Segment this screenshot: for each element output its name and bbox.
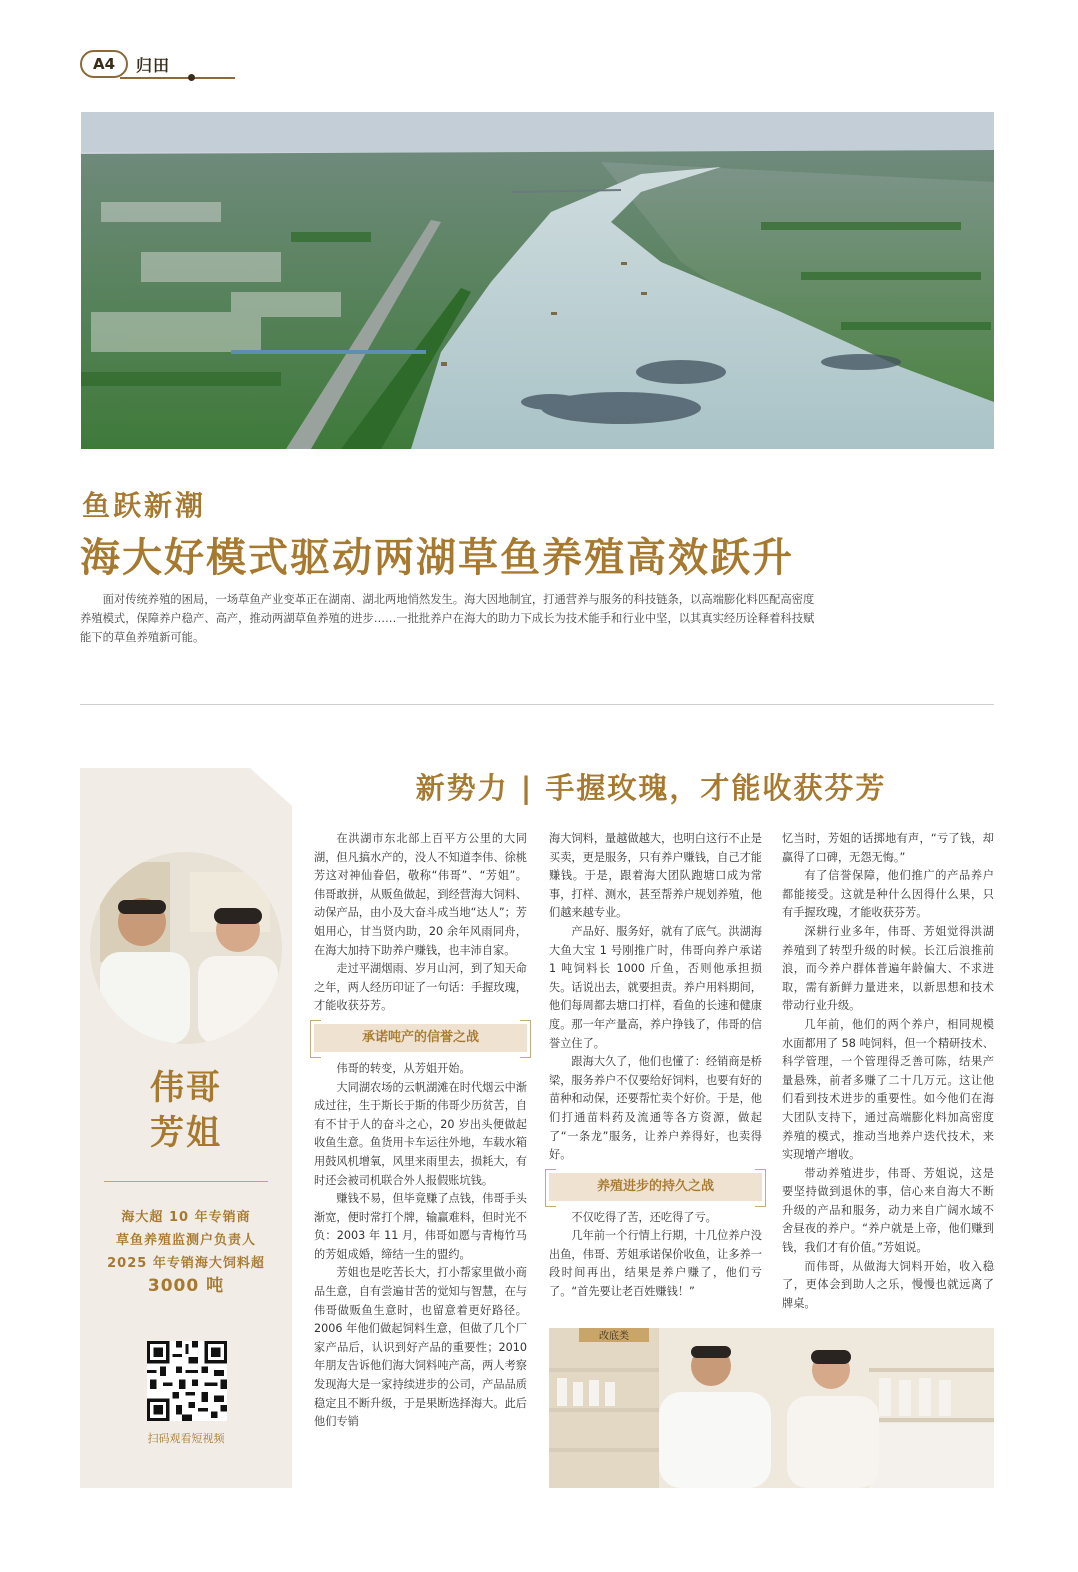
article-paragraph: 有了信誉保障，他们推广的产品养户都能接受。这就是种什么因得什么果，只有手握玫瑰，才能收获芬芳。 xyxy=(782,869,994,920)
section-divider xyxy=(80,704,994,705)
article-paragraph: 在洪湖市东北部上百平方公里的大同湖，但凡搞水产的，没人不知道李伟、徐桃芳这对神仙眷侣，敬称“伟哥”、“芳姐”。伟哥敢拼，从贩鱼做起，到经营海大饲料、动保产品，由小及大奋斗成当地“达人”；芳姐用心，甘当贤内助，20 余年风雨同舟，在海大加持下助养户赚钱，也丰沛自家。 xyxy=(314,832,527,957)
qr-code-icon xyxy=(147,1341,227,1421)
subheading-1: 承诺吨产的信誉之战 xyxy=(314,1024,527,1052)
article-paragraph: 不仅吃得了苦，还吃得了亏。 xyxy=(571,1210,717,1224)
qr-caption: 扫码观看短视频 xyxy=(147,1432,225,1445)
credential-line: 草鱼养殖监测户负责人 xyxy=(115,1233,256,1248)
article-paragraph: 深耕行业多年，伟哥、芳姐觉得洪湖养殖到了转型升级的时候。长江后浪推前浪，而今养户群体普遍年龄偏大、不求进取，需有新鲜力量进来，以新思想和技术带动行业升级。 xyxy=(782,924,994,1013)
article-paragraph: 带动养殖进步，伟哥、芳姐说，这是要坚持做到退休的事，信心来自海大不断升级的产品和服务，动力来自广阔水域不舍昼夜的养户。“养户就是上帝，他们赚到钱，我们才有价值。”芳姐说。 xyxy=(782,1166,994,1255)
profile-credentials xyxy=(80,1206,292,1298)
portrait-photo xyxy=(90,852,282,1044)
article-paragraph: 伟哥的转变，从芳姐开始。 xyxy=(336,1061,471,1075)
sidebar-rule xyxy=(104,1181,268,1182)
article-paragraph: 赚钱不易，但毕竟赚了点钱，伟哥手头渐宽，便时常打个牌，输赢难料，但时光不负：2003 年 11 月，伟哥如愿与青梅竹马的芳姐成婚，缔结一生的盟约。 xyxy=(314,1192,527,1261)
couple-shop-illustration xyxy=(549,1328,994,1488)
page-header xyxy=(80,48,240,82)
couple-shop-photo xyxy=(549,1328,994,1488)
header-dot xyxy=(188,74,195,81)
kicker: 鱼跃新潮 xyxy=(82,489,207,522)
shop-sign-text: 改底类 xyxy=(599,1331,629,1342)
article-paragraph: 几年前一个行情上行期，十几位养户没出鱼，伟哥、芳姐承诺保价收鱼，让多养一段时间再出，结果是养户赚了，他们亏了。“首先要让老百姓赚钱！” xyxy=(549,1229,762,1299)
lede-paragraph: 面对传统养殖的困局，一场草鱼产业变革正在湖南、湖北两地悄然发生。海大因地制宜，打通营养与服务的科技链条，以高端膨化料匹配高密度养殖模式，保障养户稳产、高产，推动两湖草鱼养殖的进步……一批批养户在海大的助力下成长为技术能手和行业中坚，以其真实经历诠释着科技赋能下的草鱼养殖新可能。 xyxy=(80,593,815,644)
portrait-illustration xyxy=(90,852,282,1044)
profile-name-2: 芳姐 xyxy=(150,1113,222,1153)
profile-name-1: 伟哥 xyxy=(150,1068,222,1108)
article-paragraph: 跟海大久了，他们也懂了：经销商是桥梁，服务养户不仅要给好饲料，也要有好的苗种和动保，还要帮忙卖个好价。于是，他们打通苗料药及流通等各方资源，做起了“一条龙”服务，让养户养得好，也卖得好。 xyxy=(549,1055,762,1162)
article-paragraph: 而伟哥，从做海大饲料开始，收入稳了，更体会到助人之乐，慢慢也就远离了牌桌。 xyxy=(782,1259,994,1310)
article-paragraph: 大同湖农场的云帆湖滩在时代烟云中渐成过往，生于斯长于斯的伟哥少历贫苦，自有不甘于人的奋斗之心，20 岁出头便做起收鱼生意。鱼货用卡车运往外地，车载水箱用鼓风机增氧，风里来雨里去，损耗大，有时还会被司机联合外人报假账坑钱。 xyxy=(314,1080,527,1187)
article-column-2 xyxy=(549,830,762,1302)
page-number-badge: A4 xyxy=(80,50,128,78)
article-paragraph: 海大饲料，量越做越大，也明白这行不止是买卖，更是服务，只有养户赚钱，自己才能赚钱。于是，跟着海大团队跑塘口成为常事，打样、测水，甚至帮养户规划养殖，他们越来越专业。 xyxy=(549,832,762,920)
credential-tonnage: 3000 吨 xyxy=(147,1276,225,1296)
article-paragraph: 产品好、服务好，就有了底气。洪湖海大鱼大宝 1 号刚推广时，伟哥向养户承诺 1 吨饲料长 1000 斤鱼，否则他承担损失。话说出去，就要担责。养户用料期间，他们每周都去塘口打样，看鱼的长速和健康度。那一年产量高，养户挣钱了，伟哥的信誉立住了。 xyxy=(549,924,762,1050)
credential-line: 2025 年专销海大饲料超 xyxy=(107,1256,265,1271)
header-rule xyxy=(120,77,235,79)
hero-river-illustration xyxy=(81,112,994,449)
article-paragraph: 芳姐也是吃苦长大，打小帮家里做小商品生意，自有尝遍甘苦的觉知与智慧，在与伟哥做贩鱼生意时，也留意着更好路径。2006 年他们做起饲料生意，但做了几个厂家产品后，认识到好产品的重要性；2010 年朋友告诉他们海大饲料吨产高，两人考察发现海大是一家持续进步的公司，产品品质稳定且不断升级，于是果断选择海大。此后他们专销 xyxy=(314,1266,527,1429)
article-column-3 xyxy=(782,830,994,1313)
hero-river-photo xyxy=(81,112,994,449)
article-paragraph: 忆当时，芳姐的话掷地有声，“亏了钱，却赢得了口碑，无怨无悔。” xyxy=(782,832,994,864)
profile-names xyxy=(80,1066,292,1156)
article-title: 新势力 | 手握玫瑰，才能收获芬芳 xyxy=(415,771,887,805)
subheading-2: 养殖进步的持久之战 xyxy=(549,1173,762,1201)
headline: 海大好模式驱动两湖草鱼养殖高效跃升 xyxy=(80,535,794,581)
article-paragraph: 几年前，他们的两个养户，相同规模水面都用了 58 吨饲料，但一个精研技术、科学管理，一个管理得乏善可陈，结果产量悬殊，前者多赚了二十几万元。这让他们看到技术进步的重要性。如今他们在海大团队支持下，通过高端膨化料加高密度养殖的模式，推动当地养户迭代技术，来实现增产增收。 xyxy=(782,1017,994,1162)
article-column-1 xyxy=(314,830,527,1432)
article-paragraph: 走过平湖烟雨、岁月山河，到了知天命之年，两人经历印证了一句话：手握玫瑰，才能收获芬芳。 xyxy=(314,962,527,1013)
credential-line: 海大超 10 年专销商 xyxy=(121,1210,251,1225)
qr-code[interactable] xyxy=(147,1341,227,1421)
section-name: 归田 xyxy=(136,56,171,75)
